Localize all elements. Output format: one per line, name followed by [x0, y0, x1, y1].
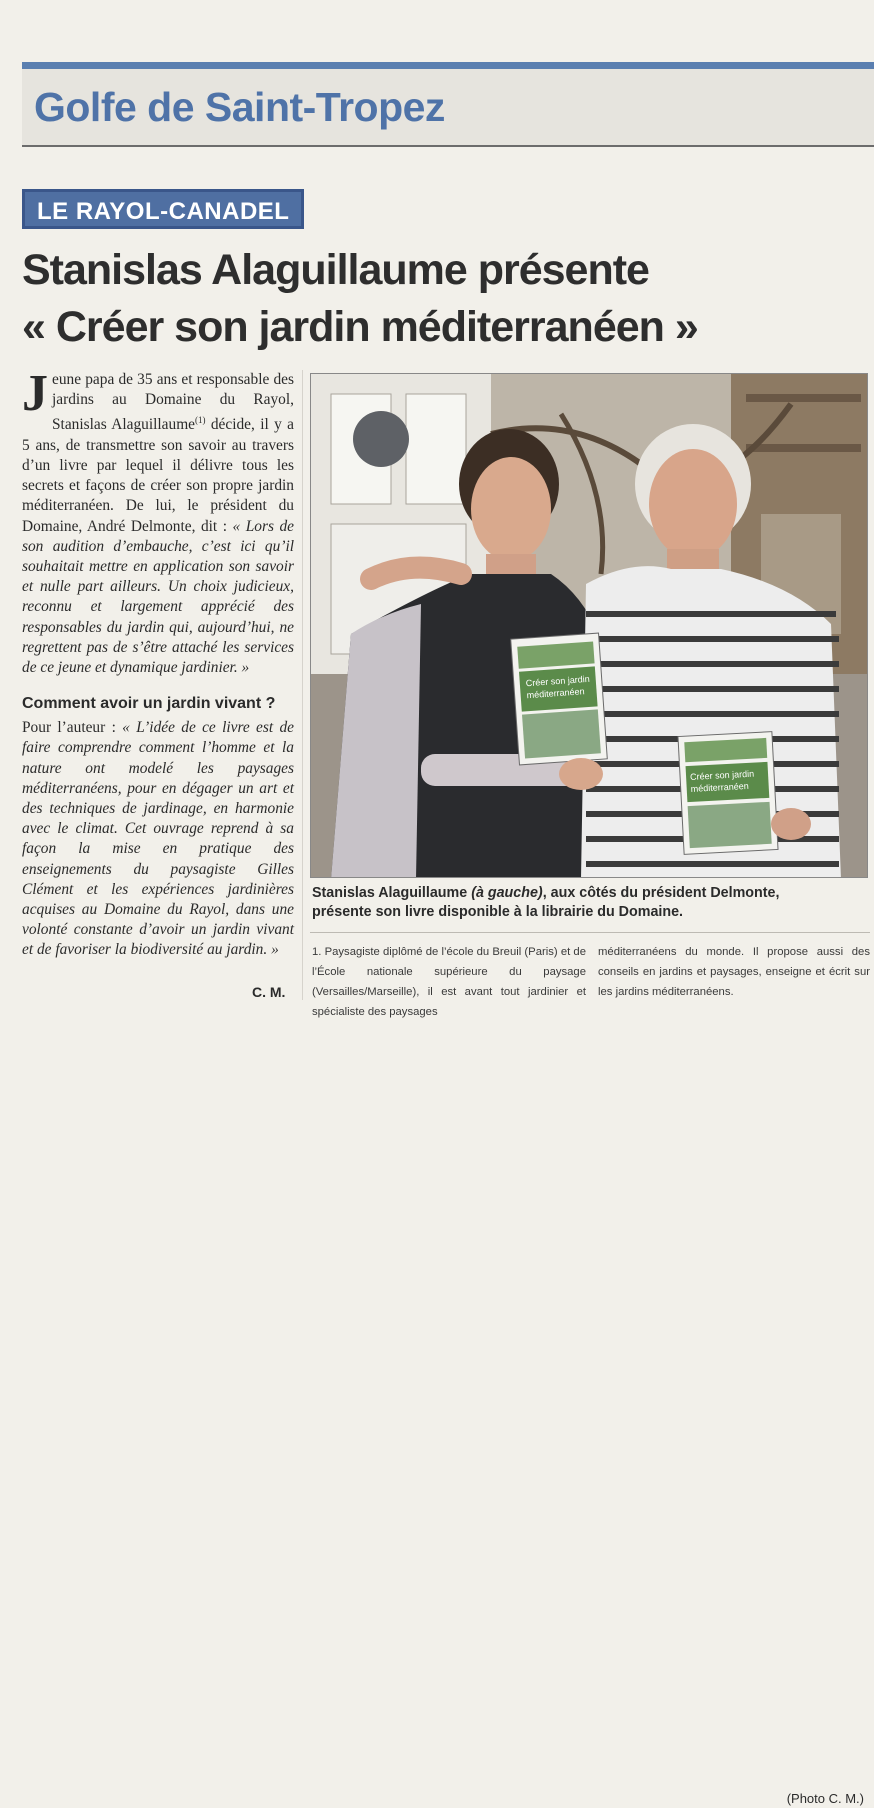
section-title: Golfe de Saint-Tropez	[34, 84, 445, 130]
article-paragraph-2	[22, 718, 294, 960]
book-right	[678, 732, 778, 855]
author-signature: C. M.	[252, 984, 286, 1000]
header-rule	[22, 62, 874, 69]
intro-text: eune papa de 35 ans et responsable des jardins au Domaine du Rayol, Stanislas Alaguillaume	[52, 371, 294, 434]
article-headline	[22, 242, 862, 356]
author-lead: Pour l’auteur :	[22, 719, 123, 737]
book-left	[511, 633, 608, 765]
photo-credit: (Photo C. M.)	[786, 1791, 864, 1806]
article-body	[22, 365, 294, 961]
column-rule	[302, 370, 303, 1000]
caption-rest-2: présente son livre disponible à la librairie du Domaine.	[312, 904, 684, 920]
intro-continued: décide, il y a 5 ans, de transmettre son savoir au travers d’un livre par lequel il délivre tous les secrets et façons de créer son propre jardin méditerranéen. De lui, le président du Domaine, André Delmonte, dit :	[22, 416, 294, 535]
headline-line-1: Stanislas Alaguillaume présente	[22, 246, 649, 294]
book-left-title-1: Créer son jardin	[525, 673, 591, 689]
author-quote: « L’idée de ce livre est de faire comprendre comment l’homme et la nature ont modelé les paysages méditerranéens, pour en dégager un art et des techniques de jardinage, en harmonie avec le climat. Cet ouvrage reprend à sa façon la mise en pratique des enseignements du paysagiste Gilles Clément et les expériences jardinières acquises au Domaine du Rayol, dans une volonté constante d’avoir un jardin vivant et de favoriser la biodiversité au jardin. »	[22, 719, 294, 959]
caption-position: (à gauche)	[471, 885, 543, 901]
footnote-col-1: 1. Paysagiste diplômé de l’école du Breuil (Paris) et de l’École nationale supérieure du paysage (Versailles/Marseille), il est avant tout jardinier et spécialiste des paysages	[312, 946, 586, 1018]
headline-line-2: « Créer son jardin méditerranéen »	[22, 303, 698, 351]
book-right-title-2: méditerranéen	[690, 780, 749, 794]
book-right-title-1: Créer son jardin	[689, 768, 755, 782]
caption-rest-1: , aux côtés du président Delmonte,	[542, 885, 780, 901]
article-paragraph-1	[22, 365, 294, 678]
location-kicker: LE RAYOL-CANADEL	[22, 189, 304, 229]
photo-illustration	[311, 374, 868, 878]
subheading: Comment avoir un jardin vivant ?	[22, 695, 276, 713]
article-photo	[310, 373, 868, 878]
footnote-divider	[310, 932, 870, 933]
footnote-ref: (1)	[195, 415, 206, 426]
footnote-col-2: méditerranéens du monde. Il propose aussi des conseils en jardins et paysages, enseigne et écrit sur les jardins méditerranéens.	[598, 946, 870, 998]
dropcap: J	[22, 365, 48, 422]
caption-name: Stanislas Alaguillaume	[312, 885, 468, 901]
book-left-title-2: méditerranéen	[526, 686, 585, 701]
president-quote: « Lors de son audition d’embauche, c’est ici qu’il souhaitait mettre en application son savoir et nulle part ailleurs. Un choix judicieux, reconnu et largement apprécié des responsables du jardin qui, aujourd’hui, ne regrettent pas de s’être attaché les services de ce jeune et dynamique jardinier. »	[22, 517, 294, 676]
